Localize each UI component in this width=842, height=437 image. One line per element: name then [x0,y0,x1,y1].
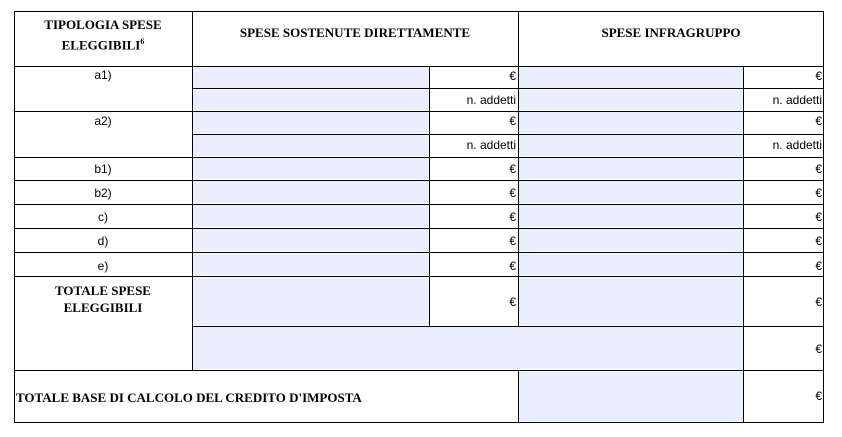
grid-line [14,111,824,112]
row-label-a2: a2) [94,114,112,128]
grid-line [14,11,15,423]
a1-group-employees-unit: n. addetti [772,93,822,107]
b2-group-euro-unit: € [815,186,822,200]
grid-line [14,11,824,12]
row-label-d: d) [97,234,109,248]
b2-direct-amount-field[interactable] [193,181,429,203]
grid-line [14,276,824,277]
b2-group-amount-field[interactable] [519,181,743,203]
row-label-e: e) [97,259,109,273]
row-label-c: c) [98,210,108,224]
b1-direct-amount-field[interactable] [193,158,429,179]
a1-direct-employees-unit: n. addetti [466,93,516,107]
total-eligible-line1: TOTALE SPESE [55,283,151,298]
e-direct-amount-field[interactable] [193,254,429,275]
b1-group-euro-unit: € [815,162,822,176]
tax-credit-base-label: TOTALE BASE DI CALCOLO DEL CREDITO D'IMPOSTA [16,390,362,405]
d-group-amount-field[interactable] [519,229,743,251]
expense-table [14,11,824,423]
grid-line [14,157,824,158]
e-group-euro-unit: € [815,259,822,273]
grid-line [192,11,193,370]
combined-total-euro-unit: € [815,342,822,356]
a2-direct-amount-field[interactable] [193,112,429,133]
grid-line [518,67,519,326]
grid-line [518,11,519,67]
a1-group-euro-unit: € [815,69,822,83]
grid-line [14,252,824,253]
grid-line [193,326,824,327]
d-direct-euro-unit: € [509,234,516,248]
e-group-amount-field[interactable] [519,254,743,275]
a1-direct-employees-field[interactable] [193,90,429,110]
c-direct-amount-field[interactable] [193,205,429,227]
combined-total-field[interactable] [193,327,743,369]
b1-direct-euro-unit: € [509,162,516,176]
grid-line [518,370,519,422]
c-direct-euro-unit: € [509,210,516,224]
b2-direct-euro-unit: € [509,186,516,200]
row-label-b2: b2) [94,186,112,200]
total-eligible-line2: ELEGGIBILI [63,300,143,315]
total-eligible-label [14,282,192,316]
header-direct-expenses: SPESE SOSTENUTE DIRETTAMENTE [239,25,471,40]
total-group-euro-unit: € [815,295,822,309]
row-label-a1: a1) [94,68,112,82]
header-expense-type [18,16,188,53]
header-expense-type-line2 [18,33,188,53]
grid-line [14,422,824,423]
grid-line [14,228,824,229]
a2-group-employees-field[interactable] [519,135,743,156]
total-group-amount-field[interactable] [519,278,743,325]
grid-line [429,67,430,326]
tax-credit-base-field[interactable] [519,372,743,421]
grid-line [743,67,744,422]
grid-line [14,66,824,67]
header-expense-type-line1: TIPOLOGIA SPESE [44,17,162,32]
grid-line [14,204,824,205]
tax-credit-base-euro-unit: € [815,389,822,403]
a2-direct-employees-unit: n. addetti [466,138,516,152]
c-group-euro-unit: € [815,210,822,224]
a2-group-euro-unit: € [815,114,822,128]
grid-line [193,88,824,89]
header-expense-type-text: ELEGGIBILI [61,37,141,53]
a1-direct-euro-unit: € [509,69,516,83]
a2-group-amount-field[interactable] [519,112,743,133]
grid-line [193,134,824,135]
d-group-euro-unit: € [815,234,822,248]
grid-line [14,370,824,371]
grid-line [823,11,824,423]
header-group-expenses: SPESE INFRAGRUPPO [601,25,741,40]
e-direct-euro-unit: € [509,259,516,273]
a2-group-employees-unit: n. addetti [772,138,822,152]
footnote-marker: 6 [140,37,145,46]
total-direct-euro-unit: € [509,295,516,309]
c-group-amount-field[interactable] [519,205,743,227]
a1-group-amount-field[interactable] [519,67,743,88]
a1-group-employees-field[interactable] [519,90,743,110]
total-direct-amount-field[interactable] [193,278,429,325]
a2-direct-employees-field[interactable] [193,135,429,156]
row-label-b1: b1) [94,162,112,176]
b1-group-amount-field[interactable] [519,158,743,179]
a1-direct-amount-field[interactable] [193,67,429,88]
grid-line [14,180,824,181]
a2-direct-euro-unit: € [509,114,516,128]
d-direct-amount-field[interactable] [193,229,429,251]
